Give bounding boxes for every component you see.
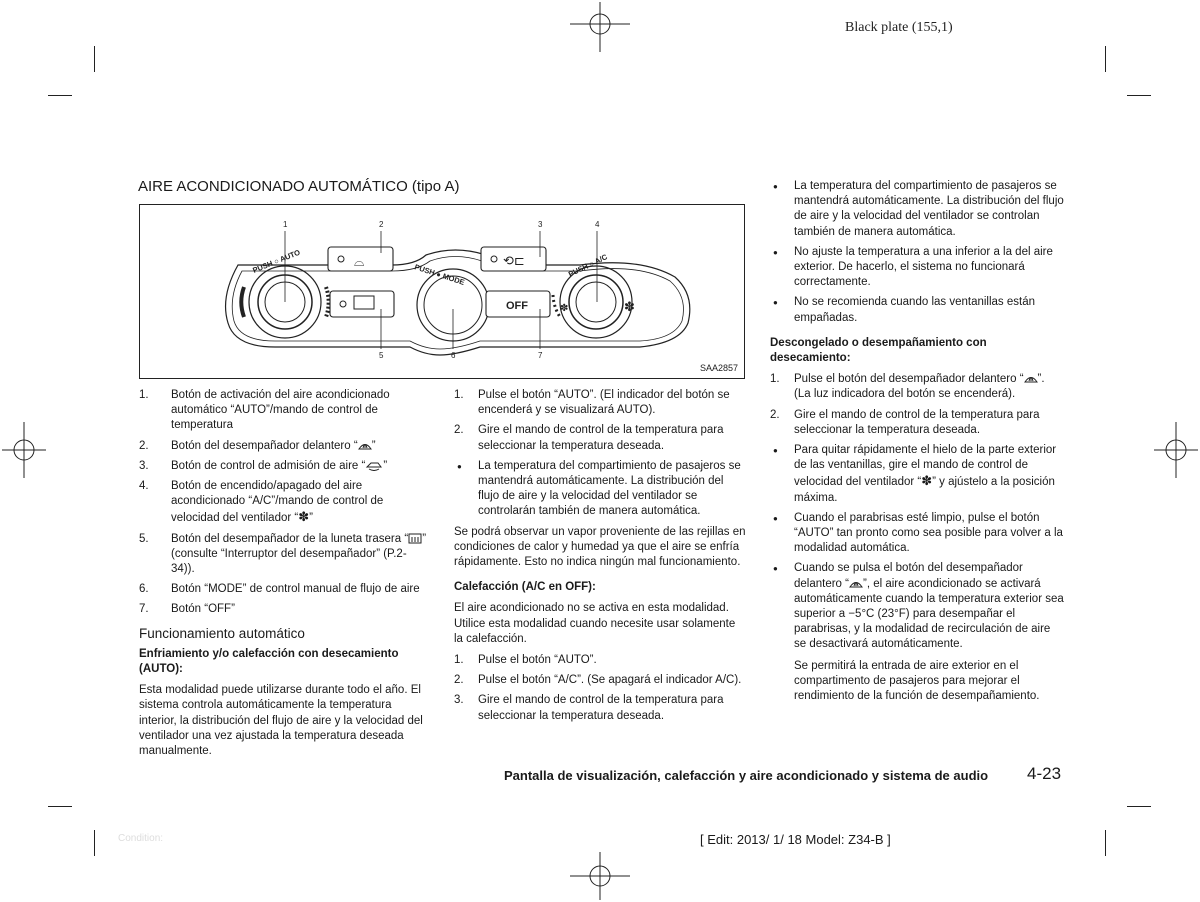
middle-column	[454, 388, 746, 729]
knob-label-left: PUSH ○ AUTO	[251, 247, 302, 275]
chapter-title: Pantalla de visualización, calefacción y aire acondicionado y sistema de audio	[504, 768, 989, 783]
list-item: 2. Botón del desempañador delantero “ ”	[139, 439, 376, 452]
callout-2: 2	[379, 220, 384, 229]
crop-mark	[48, 95, 72, 96]
defog-steps	[770, 372, 1064, 438]
plate-label: Black plate (155,1)	[845, 20, 953, 35]
list-item: ● Cuando el parabrisas esté limpio, pulse el botón “AUTO” tan pronto como sea posible para volver a la modalidad automática.	[770, 511, 1064, 557]
right-column	[770, 179, 1064, 709]
list-item: 3. Gire el mando de control de la temperatura para seleccionar la temperatura deseada.	[454, 694, 724, 722]
list-item: 4. Botón de encendido/apagado del aire acondicionado “A/C”/mando de control de velocidad del ventilador “✽”	[139, 480, 384, 525]
list-item: 5. Botón del desempañador de la luneta trasera “ ” (consulte “Interruptor del desempañador” (P.2-34)).	[139, 532, 427, 576]
edit-info: [ Edit: 2013/ 1/ 18 Model: Z34-B ]	[700, 832, 891, 847]
panel-outline	[226, 247, 690, 355]
fan-icon: ✽	[921, 473, 933, 489]
figure-code: SAA2857	[700, 363, 739, 373]
callout-4: 4	[595, 220, 600, 229]
list-item: ● La temperatura del compartimiento de pasajeros se mantendrá automáticamente. La distribución del flujo de aire y la velocidad del ventilador se controlarán también de manera automática.	[454, 459, 746, 520]
list-item: 1. Pulse el botón “AUTO”.	[454, 654, 597, 667]
list-item: ● Cuando se pulsa el botón del desempañador delantero “ ”, el aire acondicionado se activará automáticamente cuando la temperatura exterior sea superior a −5°C (23°F) para desempañar el parabrisas, y la modalidad de recirculación de aire se desactivará automáticamente. Se permitirá la entrada de aire exterior en el compartimento de pasajeros para mejorar el rendimiento de la función de desempañamiento.	[770, 561, 1064, 704]
list-item: ● No se recomienda cuando las ventanillas están empañadas.	[770, 295, 1064, 325]
front-defrost-icon	[849, 578, 863, 589]
fan-large-icon: ✽	[624, 299, 635, 314]
callout-6: 6	[451, 351, 456, 360]
crop-mark	[48, 806, 72, 807]
list-item: 1. Botón de activación del aire acondicionado automático “AUTO”/mando de control de temperatura	[139, 389, 390, 432]
recirculation-icon	[365, 460, 383, 471]
crop-mark	[1127, 95, 1151, 96]
knob-label-right: PUSH ○ A/C	[566, 252, 609, 279]
auto-operation-title: Funcionamiento automático	[139, 625, 305, 641]
front-defrost-icon	[1024, 373, 1038, 384]
heating-paragraph: El aire acondicionado no se activa en esta modalidad. Utilice esta modalidad cuando necesite usar solamente la calefacción.	[454, 602, 736, 645]
crop-mark	[1105, 830, 1106, 856]
list-item: 6. Botón “MODE” de control manual de flujo de aire	[139, 583, 420, 596]
heating-title: Calefacción (A/C en OFF):	[454, 581, 596, 594]
list-item: 7. Botón “OFF”	[139, 603, 235, 616]
crop-mark	[94, 46, 95, 72]
knob-label-center: PUSH ● MODE	[413, 262, 466, 287]
heating-steps	[454, 653, 746, 724]
left-column	[139, 388, 429, 765]
list-item: ● La temperatura del compartimiento de pasajeros se mantendrá automáticamente. La distribución del flujo de aire y la velocidad del ventilador se controlan también de manera automática.	[770, 179, 1064, 240]
defog-extra: Se permitirá la entrada de aire exterior en el compartimento de pasajeros para mejorar el rendimiento de la función de desempañamiento.	[794, 659, 1040, 703]
defog-title: Descongelado o desempañamiento con desecamiento:	[770, 336, 987, 365]
callout-5: 5	[379, 351, 384, 360]
callout-7: 7	[538, 351, 543, 360]
condition-label: Condition:	[118, 833, 164, 844]
auto-steps	[454, 388, 746, 454]
list-item: 1. Pulse el botón “AUTO”. (El indicador del botón se encenderá y se visualizará AUTO).	[454, 389, 730, 417]
fan-icon: ✽	[298, 509, 310, 525]
auto-subtitle: Enfriamiento y/o calefacción con desecamiento (AUTO):	[139, 647, 399, 676]
component-legend	[139, 388, 429, 618]
crop-mark	[1105, 46, 1106, 72]
list-item: 3. Botón de control de admisión de aire “ ”	[139, 459, 388, 472]
crop-mark	[94, 830, 95, 856]
registration-mark-left	[0, 420, 50, 480]
page-number: 4-23	[1027, 764, 1062, 783]
off-label: OFF	[506, 300, 528, 312]
recirculation-icon: ⟲⊏	[503, 253, 525, 268]
list-item: 2. Pulse el botón “A/C”. (Se apagará el indicador A/C).	[454, 674, 742, 687]
list-item: ● Para quitar rápidamente el hielo de la parte exterior de las ventanillas, gire el mando de control de velocidad del ventilador “✽” y ajústelo a la posición máxima.	[770, 443, 1064, 506]
list-item: 1. Pulse el botón del desempañador delantero “ ”. (La luz indicadora del botón se encenderá).	[770, 373, 1045, 401]
fan-speed-knob	[553, 266, 632, 338]
registration-mark-right	[1150, 420, 1200, 480]
auto-paragraph: Esta modalidad puede utilizarse durante todo el año. El sistema controla automáticamente la temperatura interior, la distribución del flujo de aire y la velocidad del ventilador una vez ajustada la temperatura deseada manualmente.	[139, 684, 423, 758]
auto-bullets	[454, 459, 746, 520]
fan-small-icon: ✽	[560, 303, 569, 314]
registration-mark-bottom	[566, 848, 634, 902]
list-item: 2. Gire el mando de control de la temperatura para seleccionar la temperatura deseada.	[454, 424, 724, 452]
list-item: 2. Gire el mando de control de la temperatura para seleccionar la temperatura deseada.	[770, 408, 1040, 436]
climate-panel-drawing	[140, 205, 744, 378]
vapor-paragraph: Se podrá observar un vapor proveniente de las rejillas en condiciones de calor y humedad ya que el aire se enfría rápidamente. Esto no indica ningún mal funcionamiento.	[454, 525, 746, 569]
front-defrost-icon	[358, 440, 372, 451]
crop-mark	[1127, 806, 1151, 807]
section-title: AIRE ACONDICIONADO AUTOMÁTICO (tipo A)	[138, 178, 460, 195]
rear-defrost-icon	[408, 533, 422, 544]
climate-panel-figure	[139, 204, 745, 379]
list-item: ● No ajuste la temperatura a una inferior a la del aire exterior. De hacerlo, el sistema no funcionará correctamente.	[770, 245, 1064, 291]
callout-3: 3	[538, 220, 543, 229]
registration-mark-top	[566, 0, 634, 56]
callout-1: 1	[283, 220, 288, 229]
auto-notes	[770, 179, 1064, 326]
defog-bullets	[770, 443, 1064, 704]
front-defrost-icon: ⌓	[354, 254, 365, 269]
